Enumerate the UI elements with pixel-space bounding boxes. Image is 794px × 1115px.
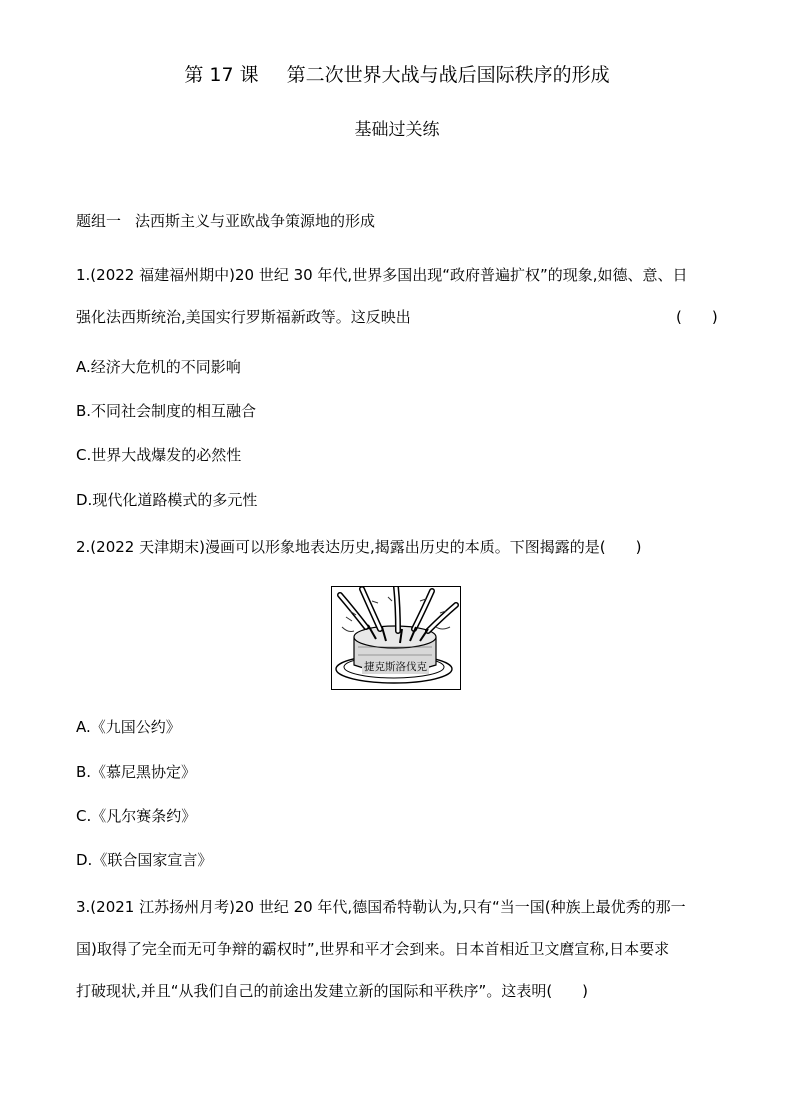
q1-option-d: D.现代化道路模式的多元性 (76, 491, 258, 509)
page-title (0, 60, 794, 87)
lesson-title: 第二次世界大战与战后国际秩序的形成 (286, 64, 610, 86)
q3-stem-line-3: 打破现状,并且“从我们自己的前途出发建立新的国际和平秩序”。这表明( ) (76, 982, 589, 1000)
q1-answer-paren: ( ) (676, 308, 718, 326)
q2-option-c: C.《凡尔赛条约》 (76, 807, 197, 825)
section-heading (76, 210, 375, 231)
q2-option-d: D.《联合国家宣言》 (76, 851, 213, 869)
cartoon-figure (331, 586, 461, 690)
q3-stem-line-1: 3.(2021 江苏扬州月考)20 世纪 20 年代,德国希特勒认为,只有“当一国(种族上最优秀的那一 (76, 898, 686, 916)
q1-stem-line-2: 强化法西斯统治,美国实行罗斯福新政等。这反映出 (76, 308, 411, 326)
q3-stem-line-2: 国)取得了完全而无可争辩的霸权时”,世界和平才会到来。日本首相近卫文麿宣称,日本要求 (76, 940, 670, 958)
section-title: 法西斯主义与亚欧战争策源地的形成 (135, 212, 376, 230)
q2-option-a: A.《九国公约》 (76, 718, 181, 736)
q2-stem-line-1: 2.(2022 天津期末)漫画可以形象地表达历史,揭露出历史的本质。下图揭露的是( ) (76, 538, 642, 556)
q1-option-b: B.不同社会制度的相互融合 (76, 402, 257, 420)
q1-stem-line-1: 1.(2022 福建福州期中)20 世纪 30 年代,世界多国出现“政府普遍扩权”的现象,如德、意、日 (76, 266, 688, 284)
section-label: 题组一 (76, 212, 122, 230)
q1-option-c: C.世界大战爆发的必然性 (76, 446, 242, 464)
q1-option-a: A.经济大危机的不同影响 (76, 358, 241, 376)
lesson-number: 第 17 课 (184, 64, 259, 86)
q2-option-b: B.《慕尼黑协定》 (76, 763, 197, 781)
cake-label: 捷克斯洛伐克 (364, 661, 427, 673)
page-subtitle: 基础过关练 (354, 120, 440, 140)
